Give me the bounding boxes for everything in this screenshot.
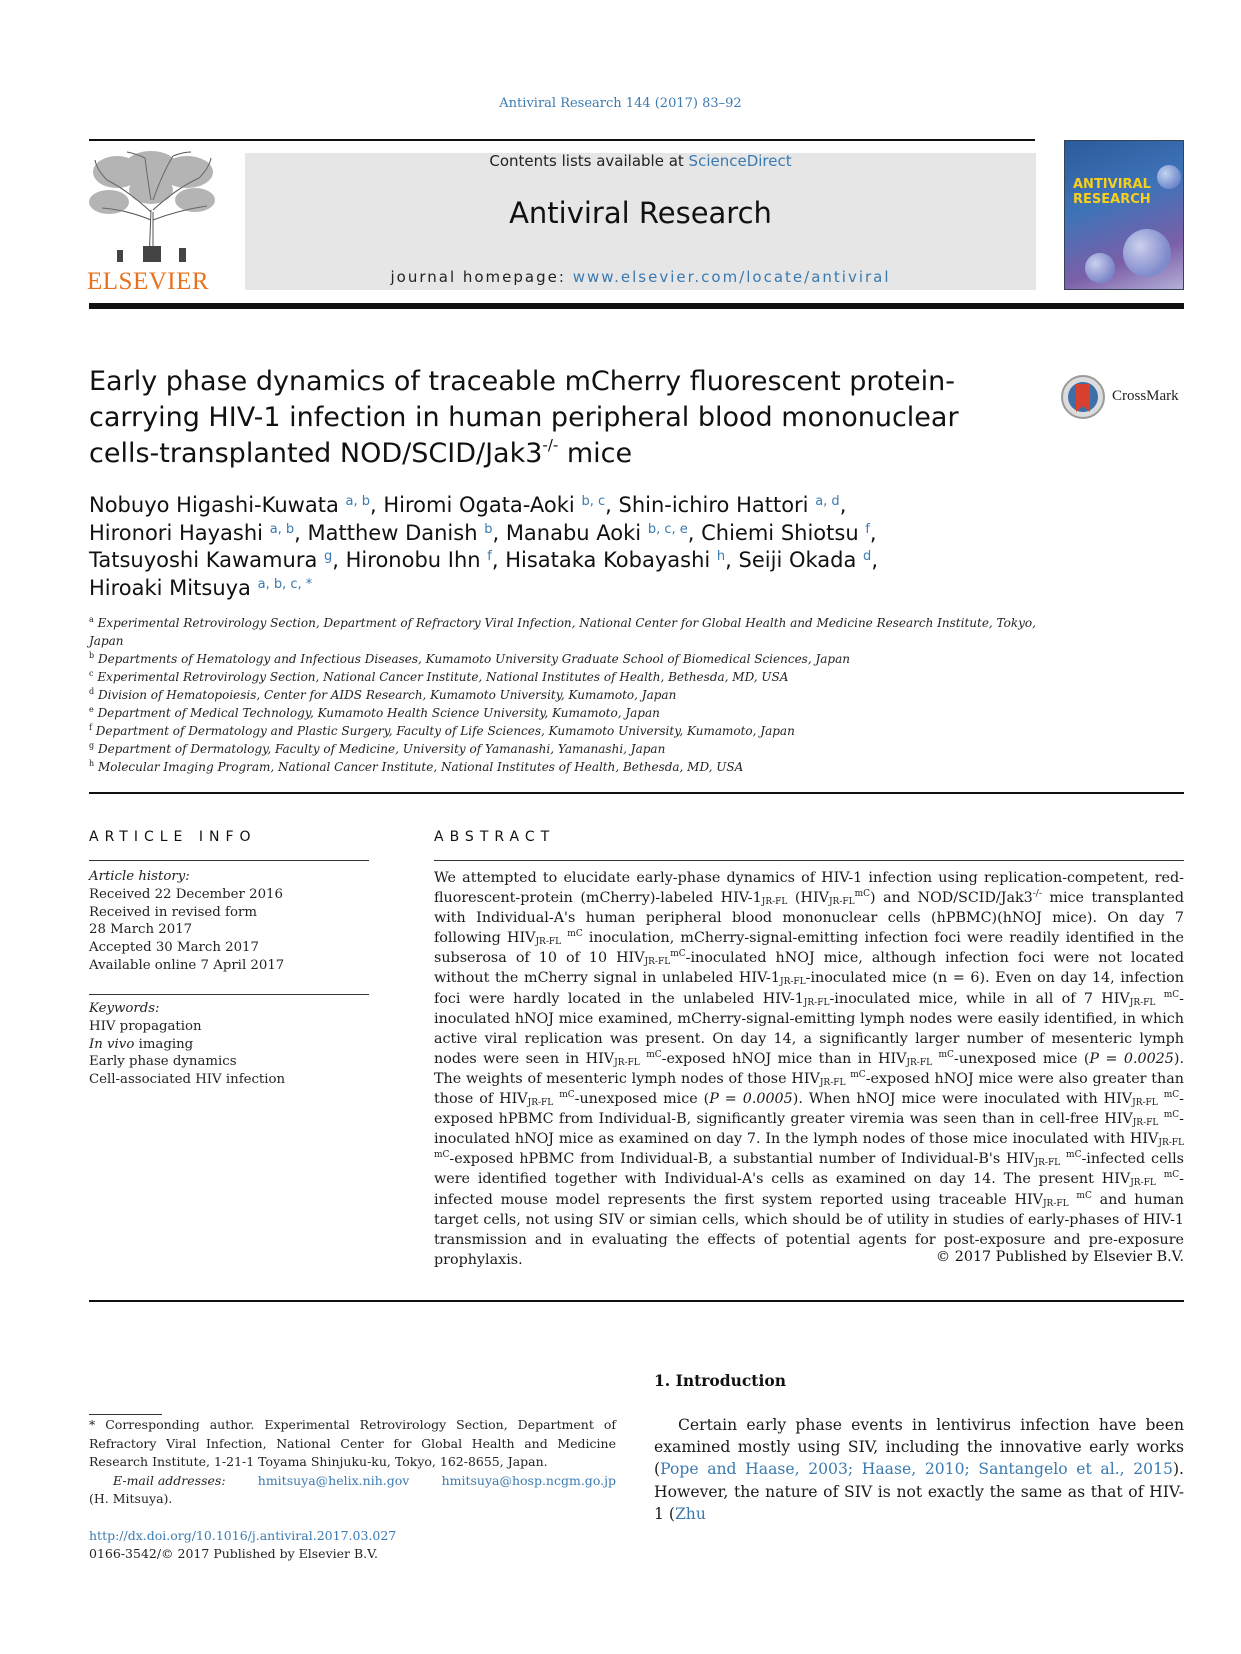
history-label: Article history: — [89, 869, 190, 884]
abstract-heading: ABSTRACT — [434, 829, 556, 845]
crossmark-label: CrossMark — [1112, 388, 1179, 404]
affiliation-item: $^a$ Experimental Retrovirology Section, Department of Refractory Viral Infection, National Center for Global Health and Medicine Research Institute, Tokyo, Japan — [89, 615, 1036, 648]
author-name[interactable]: Seiji Okada — [738, 548, 857, 572]
title-line: Early phase dynamics of traceable mCherry fluorescent protein- — [89, 366, 956, 397]
keyword-item: In vivo imaging — [89, 1036, 194, 1052]
homepage-link[interactable]: www.elsevier.com/locate/antiviral — [572, 268, 891, 286]
history-item: Received 22 December 2016 — [89, 886, 283, 902]
affiliation-item: $^b$ Departments of Hematology and Infectious Diseases, Kumamoto University Graduate School of Biomedical Sciences, Japan — [89, 651, 850, 666]
author-affiliation[interactable]: a, b — [345, 494, 370, 509]
author-affiliation[interactable]: b, c, e — [647, 521, 688, 537]
author-line: Nobuyo Higashi-Kuwata $^{a, b}$, Hiromi Ogata-Aoki $^{b, c}$, Shin-ichiro Hattori $^{a, d}$, — [89, 493, 847, 517]
article-history — [89, 868, 369, 975]
tree-icon — [87, 150, 217, 262]
reference-link[interactable]: Pope and Haase, 2003; Haase, 2010; Santangelo et al., 2015 — [660, 1460, 1173, 1479]
author-name[interactable]: Hiromi Ogata-Aoki — [383, 493, 575, 517]
corresponding-author-text: * Corresponding author. Experimental Retrovirology Section, Department of Refractory Viral Infection, National Center for Global Health and Medicine Research Institute, 1-21-1 Toyama Shinjuku-ku, Tokyo, 162-8655, Japan. — [89, 1417, 616, 1469]
email-label: E-mail addresses: — [113, 1472, 226, 1488]
affiliation-item: $^c$ Experimental Retrovirology Section, National Cancer Institute, National Institutes of Health, Bethesda, MD, USA — [89, 669, 789, 684]
corresponding-author-footnote — [89, 1416, 616, 1509]
journal-citation[interactable]: Antiviral Research 144 (2017) 83–92 — [499, 96, 742, 111]
email-link[interactable]: hmitsuya@helix.nih.gov — [257, 1472, 410, 1488]
keywords-rule — [89, 994, 369, 995]
article-title — [89, 364, 1019, 472]
introduction-heading: 1. Introduction — [654, 1371, 786, 1390]
author-name[interactable]: Manabu Aoki — [505, 520, 642, 545]
author-name[interactable]: Chiemi Shiotsu — [701, 520, 859, 545]
keyword-item: Cell-associated HIV infection — [89, 1072, 286, 1088]
cover-title-line-2: RESEARCH — [1073, 192, 1151, 207]
history-item: Accepted 30 March 2017 — [89, 940, 259, 956]
author-affiliation[interactable]: b, c — [581, 494, 606, 509]
author-affiliation[interactable]: a, b, c, * — [257, 576, 313, 592]
abstract-text: We attempted to elucidate early-phase dynamics of HIV-1 infection using replication-competent, red-fluorescent-protein (mCherry)-labeled HIV-$1_{JR-FL}$ $(HIV_{JR-FL}^{mC})$ and NOD/SCID/Jak3-/- mice transplanted with Individual-A's human peripheral blood mononuclear cells (hPBMC)(hNOJ mice). On day 7 following $HIV_{JR-FL}$ $^{mC}$ inoculation, mCherry-signal-emitting infection foci were readily identified in the subserosa of 10 of 10 $HIV_{JR-FL}^{mC}$-inoculated hNOJ mice, although infection foci were not located without the mCherry signal in unlabeled HIV-$1_{JR-FL}$-inoculated mice (n = 6). Even on day 14, infection foci were hardly located in the unlabeled HIV-$1_{JR-FL}$-inoculated mice, while in all of 7 $HIV_{JR-FL}$ $^{mC}$-inoculated hNOJ mice examined, mCherry-signal-emitting lymph nodes were easily identified, in which active viral replication was present. On day 14, a significantly larger number of mesenteric lymph nodes were seen in $HIV_{JR-FL}$ $^{mC}$-exposed hNOJ mice than in $HIV_{JR-FL}$ $^{mC}$-unexposed mice (P = 0.0025). The weights of mesenteric lymph nodes of those $HIV_{JR-FL}$ $^{mC}$-exposed hNOJ mice were also greater than those of $HIV_{JR-FL}$ $^{mC}$-unexposed mice (P = 0.0005). When hNOJ mice were inoculated with $HIV_{JR-FL}$ $^{mC}$-exposed hPBMC from Individual-B, significantly greater viremia was seen than in cell-free $HIV_{JR-FL}$ $^{mC}$-inoculated hNOJ mice as examined on day 7. In the lymph nodes of those mice inoculated with $HIV_{JR-FL}$ $^{mC}$-exposed hPBMC from Individual-B, a substantial number of Individual-B's $HIV_{JR-FL}$ $^{mC}$-infected cells were identified together with Individual-A's cells as examined on day 14. The present $HIV_{JR-FL}$ $^{mC}$-infected mouse model represents the first system reported using traceable $HIV_{JR-FL}$ $^{mC}$ and human target cells, not using SIV or simian cells, which should be of utility in studies of early-phases of HIV-1 transmission and in evaluating the effects of potential agents for post-exposure and pre-exposure prophylaxis. — [434, 870, 1185, 1268]
email-link[interactable]: hmitsuya@hosp.ncgm.go.jp — [441, 1472, 616, 1488]
title-line: cells-transplanted NOD/SCID/Jak3-/- mice — [89, 436, 633, 469]
author-affiliation[interactable]: g — [324, 549, 333, 564]
history-item: Received in revised form — [89, 904, 257, 920]
title-line: carrying HIV-1 infection in human peripheral blood mononuclear — [89, 402, 959, 433]
author-list — [89, 492, 1029, 602]
doi-link[interactable]: http://dx.doi.org/10.1016/j.antiviral.2017.03.027 — [89, 1528, 397, 1543]
affiliation-item: $^f$ Department of Dermatology and Plastic Surgery, Faculty of Life Sciences, Kumamoto University, Kumamoto, Japan — [89, 723, 795, 738]
author-affiliation[interactable]: f — [487, 549, 492, 564]
crossmark-icon — [1060, 374, 1106, 420]
article-info-heading: ARTICLE INFO — [89, 829, 257, 845]
author-name[interactable]: Tatsuyoshi Kawamura — [89, 548, 318, 572]
contents-prefix: Contents lists available at — [489, 152, 689, 170]
author-name[interactable]: Matthew Danish — [307, 520, 478, 545]
author-affiliation[interactable]: f — [865, 521, 870, 537]
contents-line — [245, 152, 1036, 170]
email-owner: (H. Mitsuya). — [89, 1491, 173, 1506]
cover-virus-graphic — [1157, 165, 1181, 189]
author-name[interactable]: Hironori Hayashi — [89, 520, 263, 545]
footnote-rule — [89, 1414, 162, 1415]
affiliation-item: $^d$ Division of Hematopoiesis, Center for AIDS Research, Kumamoto University, Kumamoto, Japan — [89, 687, 677, 702]
author-line — [89, 575, 1029, 603]
elsevier-wordmark: ELSEVIER — [87, 268, 210, 295]
author-affiliation[interactable]: d — [863, 549, 872, 564]
author-name[interactable]: Hisataka Kobayashi — [505, 548, 711, 572]
affiliation-item: $^h$ Molecular Imaging Program, National Cancer Institute, National Institutes of Health, Bethesda, MD, USA — [89, 759, 744, 774]
article-info-rule — [89, 860, 369, 861]
history-item: 28 March 2017 — [89, 922, 193, 938]
reference-link[interactable]: Zhu — [674, 1504, 706, 1523]
author-line: Tatsuyoshi Kawamura $^g$, Hironobu Ihn $^f$, Hisataka Kobayashi $^h$, Seiji Okada $^d$, — [89, 548, 878, 572]
affiliation-list — [89, 614, 1049, 776]
journal-homepage-line — [245, 268, 1036, 286]
issn-line: 0166-3542/© 2017 Published by Elsevier B.V. — [89, 1546, 378, 1561]
author-affiliation[interactable]: h — [716, 549, 726, 564]
author-name[interactable]: Shin-ichiro Hattori — [618, 493, 809, 517]
homepage-prefix: journal homepage: — [390, 268, 573, 286]
sciencedirect-link[interactable]: ScienceDirect — [688, 152, 792, 170]
introduction-text: Certain early phase events in lentivirus infection have been examined mostly using SIV, including the innovative early works (Pope and Haase, 2003; Haase, 2010; Santangelo et al., 2015). However, the nature of SIV is not exactly the same as that of HIV-1 (Zhu — [654, 1416, 1184, 1523]
history-item: Available online 7 April 2017 — [89, 957, 285, 973]
cover-title — [1073, 177, 1151, 207]
header-rule-thick — [89, 303, 1184, 309]
copyright-notice: © 2017 Published by Elsevier B.V. — [935, 1249, 1184, 1265]
affiliation-item: $^e$ Department of Medical Technology, Kumamoto Health Science University, Kumamoto, Japan — [89, 705, 660, 720]
crossmark-badge[interactable] — [1060, 374, 1190, 424]
author-affiliation[interactable]: b — [484, 521, 493, 537]
author-name[interactable]: Hironobu Ihn — [345, 548, 481, 572]
cover-virus-graphic — [1085, 253, 1115, 283]
author-affiliation[interactable]: a, d — [815, 494, 840, 509]
section-rule — [89, 792, 1184, 794]
keyword-item: Early phase dynamics — [89, 1054, 237, 1070]
header-rule — [89, 139, 1035, 141]
journal-cover-image[interactable] — [1064, 140, 1184, 290]
author-name[interactable]: Hiroaki Mitsuya — [89, 575, 251, 600]
abstract-rule — [434, 860, 1184, 861]
email-line — [89, 1472, 616, 1491]
keyword-item: HIV propagation — [89, 1018, 202, 1034]
affiliation-item: $^g$ Department of Dermatology, Faculty of Medicine, University of Yamanashi, Yamanashi, Japan — [89, 741, 666, 756]
cover-virus-graphic — [1123, 229, 1171, 277]
cover-title-line-1: ANTIVIRAL — [1073, 177, 1151, 192]
journal-name: Antiviral Research — [509, 196, 772, 230]
author-line: Hironori Hayashi $^{a, b}$, Matthew Danish $^b$, Manabu Aoki $^{b, c, e}$, Chiemi Shiotsu $^f$, — [89, 520, 877, 545]
keywords-label: Keywords: — [89, 1001, 160, 1016]
keywords — [89, 1000, 369, 1089]
author-affiliation[interactable]: a, b — [269, 521, 295, 537]
section-rule — [89, 1300, 1184, 1302]
author-name[interactable]: Nobuyo Higashi-Kuwata — [89, 493, 339, 517]
